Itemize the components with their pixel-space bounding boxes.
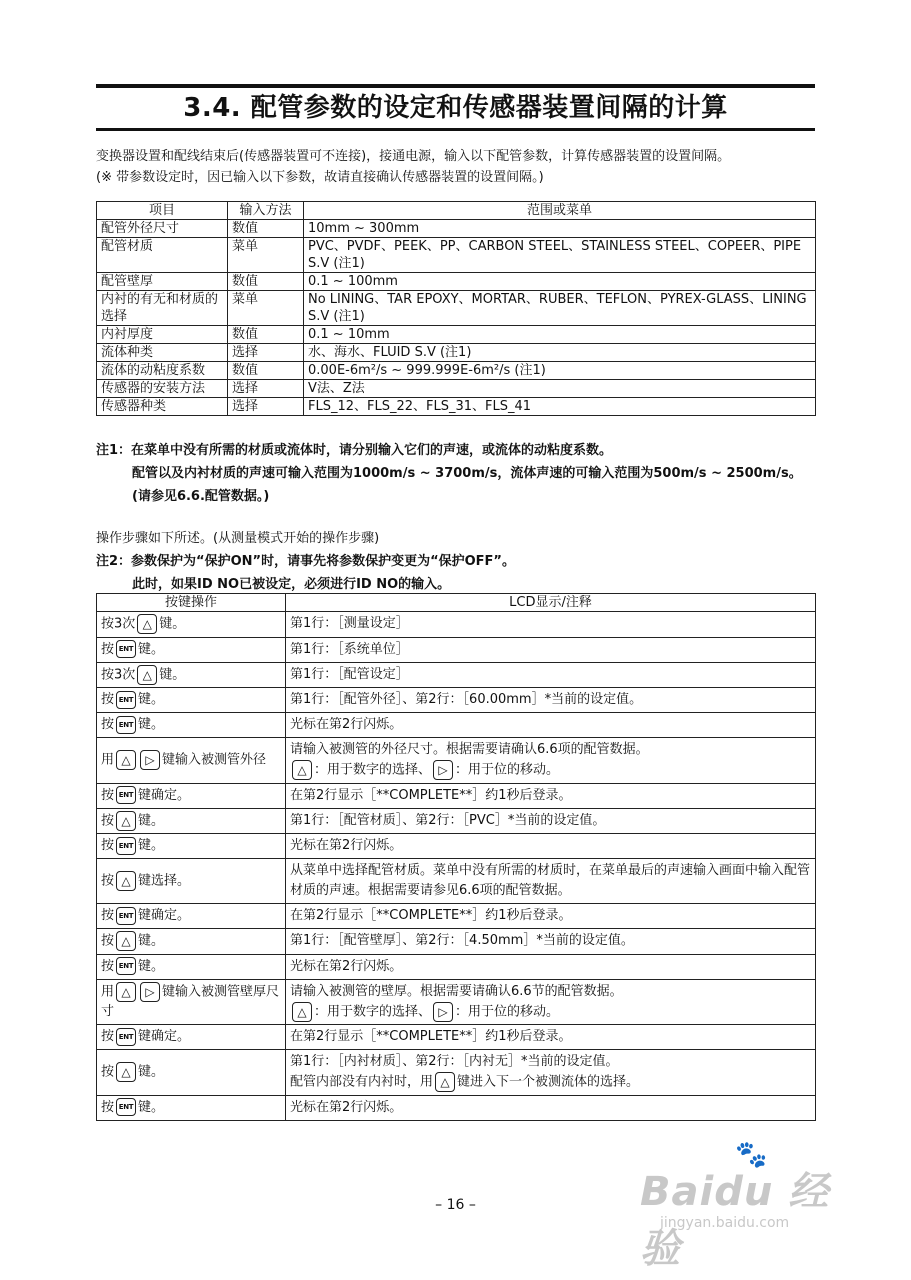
key-operation — [97, 834, 286, 859]
desc-text: 键进入下一个被测流体的选择。 — [457, 1074, 640, 1090]
table-row — [97, 398, 816, 416]
op-text: 按 — [101, 1064, 115, 1080]
ent-key-icon: ENT — [116, 716, 136, 734]
param-item: 配管外径尺寸 — [97, 220, 228, 238]
param-method: 数值 — [228, 362, 304, 380]
param-item: 配管壁厚 — [97, 273, 228, 291]
param-range: PVC、PVDF、PEEK、PP、CARBON STEEL、STAINLESS STEEL、COPEER、PIPE S.V (注1) — [304, 238, 816, 273]
key-operation — [97, 979, 286, 1025]
lcd-description — [286, 979, 816, 1025]
op-text: 用 — [101, 752, 115, 768]
param-method: 菜单 — [228, 238, 304, 273]
param-item: 配管材质 — [97, 238, 228, 273]
lcd-description: 第1行：［系统单位］ — [286, 637, 816, 662]
right-key-icon: ▷ — [140, 750, 160, 770]
op-text: 按 — [101, 1029, 115, 1044]
ent-key-icon: ENT — [116, 640, 136, 658]
table-row — [97, 662, 816, 688]
op-text: 按 — [101, 908, 115, 923]
param-range: 0.00E-6m²/s ~ 999.999E-6m²/s (注1) — [304, 362, 816, 380]
param-item: 内衬的有无和材质的选择 — [97, 291, 228, 326]
desc-text: 配管内部没有内衬时，用 — [290, 1074, 434, 1090]
table-row — [97, 291, 816, 326]
operation-table — [96, 593, 816, 1121]
table-row — [97, 904, 816, 929]
table-row — [97, 808, 816, 834]
lcd-description: 光标在第2行闪烁。 — [286, 713, 816, 738]
table-row — [97, 380, 816, 398]
ent-key-icon: ENT — [116, 691, 136, 709]
table-row — [97, 859, 816, 904]
key-operation — [97, 662, 286, 688]
table-row — [97, 783, 816, 808]
header-lcd-display: LCD显示/注释 — [286, 594, 816, 612]
op-text: 用 — [101, 984, 115, 999]
param-item: 传感器种类 — [97, 398, 228, 416]
section-header — [96, 84, 815, 131]
key-operation — [97, 612, 286, 638]
table-row — [97, 688, 816, 713]
desc-line: 第1行：［内衬材质］、第2行：［内衬无］*当前的设定值。 — [290, 1054, 619, 1069]
table-row — [97, 929, 816, 955]
note-line: 注1：在菜单中没有所需的材质或流体时，请分别输入它们的声速，或流体的动粘度系数。 — [96, 443, 613, 458]
note-2 — [96, 550, 826, 596]
table-row — [97, 273, 816, 291]
param-method: 数值 — [228, 326, 304, 344]
up-key-icon: △ — [137, 665, 157, 685]
up-key-icon: △ — [116, 931, 136, 951]
table-row — [97, 238, 816, 273]
op-text: 键。 — [138, 813, 165, 828]
table-row — [97, 979, 816, 1025]
table-row — [97, 637, 816, 662]
lcd-description: 从菜单中选择配管材质。菜单中没有所需的材质时，在菜单最后的声速输入画面中输入配管材质的声速。根据需要请参见6.6项的配管数据。 — [286, 859, 816, 904]
param-method: 选择 — [228, 344, 304, 362]
lcd-description: 光标在第2行闪烁。 — [286, 834, 816, 859]
intro-paragraph — [96, 146, 816, 188]
section-title: 3.4. 配管参数的设定和传感器装置间隔的计算 — [183, 93, 728, 123]
key-operation — [97, 783, 286, 808]
op-text: 按 — [101, 838, 115, 853]
param-range: V法、Z法 — [304, 380, 816, 398]
param-item: 流体的动粘度系数 — [97, 362, 228, 380]
op-text: 键选择。 — [138, 873, 191, 889]
steps-intro: 操作步骤如下所述。(从测量模式开始的操作步骤) — [96, 531, 380, 546]
table-row — [97, 344, 816, 362]
ent-key-icon: ENT — [116, 786, 136, 804]
table-row — [97, 326, 816, 344]
op-text: 键。 — [138, 641, 165, 657]
up-key-icon: △ — [435, 1072, 455, 1092]
param-method: 菜单 — [228, 291, 304, 326]
ent-key-icon: ENT — [116, 1098, 136, 1116]
watermark-logo: Baidu 经验 — [640, 1169, 830, 1272]
lcd-description: 光标在第2行闪烁。 — [286, 1095, 816, 1120]
op-text: 按 — [101, 641, 115, 657]
up-key-icon: △ — [292, 1002, 312, 1022]
param-item: 流体种类 — [97, 344, 228, 362]
lcd-description — [286, 738, 816, 784]
note-line: 此时，如果ID NO已被设定，必须进行ID NO的输入。 — [132, 577, 451, 592]
header-item: 项目 — [97, 202, 228, 220]
up-key-icon: △ — [292, 760, 312, 780]
op-text: 键确定。 — [138, 787, 191, 803]
ent-key-icon: ENT — [116, 907, 136, 925]
key-operation — [97, 1095, 286, 1120]
lcd-description: 第1行：［配管壁厚］、第2行：［4.50mm］*当前的设定值。 — [286, 929, 816, 955]
op-text: 键。 — [138, 838, 165, 853]
up-key-icon: △ — [116, 750, 136, 770]
table-row — [97, 362, 816, 380]
key-operation — [97, 738, 286, 784]
op-text: 按 — [101, 717, 115, 732]
lcd-description: 第1行：［配管外径］、第2行：［60.00mm］*当前的设定值。 — [286, 688, 816, 713]
op-text: 按3次 — [101, 616, 136, 632]
param-range: FLS_12、FLS_22、FLS_31、FLS_41 — [304, 398, 816, 416]
param-method: 选择 — [228, 380, 304, 398]
table-row — [97, 713, 816, 738]
up-key-icon: △ — [116, 982, 136, 1002]
key-operation — [97, 954, 286, 979]
desc-line — [290, 1002, 811, 1023]
key-operation — [97, 713, 286, 738]
lcd-description: 在第2行显示［**COMPLETE**］约1秒后登录。 — [286, 904, 816, 929]
parameter-table — [96, 201, 816, 416]
watermark — [640, 1140, 840, 1272]
header-input-method: 输入方法 — [228, 202, 304, 220]
lcd-description: 第1行：［测量设定］ — [286, 612, 816, 638]
param-method: 选择 — [228, 398, 304, 416]
param-range: 0.1 ~ 100mm — [304, 273, 816, 291]
table-row — [97, 954, 816, 979]
key-operation — [97, 904, 286, 929]
desc-line — [290, 1072, 811, 1093]
paw-icon: 🐾 — [735, 1140, 768, 1170]
table-row — [97, 738, 816, 784]
op-text: 键输入被测管外径 — [162, 752, 267, 768]
header-range: 范围或菜单 — [304, 202, 816, 220]
intro-line: 变换器设置和配线结束后(传感器装置可不连接)，接通电源，输入以下配管参数，计算传感器装置的设置间隔。 — [96, 149, 731, 164]
param-method: 数值 — [228, 220, 304, 238]
lcd-description: 在第2行显示［**COMPLETE**］约1秒后登录。 — [286, 783, 816, 808]
ent-key-icon: ENT — [116, 1028, 136, 1046]
desc-text: ：用于位的移动。 — [455, 1004, 560, 1019]
op-text: 键。 — [138, 1099, 165, 1115]
op-text: 键。 — [138, 692, 165, 707]
lcd-description — [286, 1050, 816, 1096]
op-text: 键。 — [159, 616, 186, 632]
right-key-icon: ▷ — [140, 982, 160, 1002]
table-row — [97, 834, 816, 859]
parameter-table-header — [97, 202, 816, 220]
param-range: 水、海水、FLUID S.V (注1) — [304, 344, 816, 362]
note-line: (请参见6.6.配管数据。) — [132, 489, 270, 504]
param-method: 数值 — [228, 273, 304, 291]
table-row — [97, 1050, 816, 1096]
table-row — [97, 220, 816, 238]
param-range: 0.1 ~ 10mm — [304, 326, 816, 344]
table-row — [97, 612, 816, 638]
key-operation — [97, 1050, 286, 1096]
op-text: 键确定。 — [138, 908, 191, 923]
up-key-icon: △ — [116, 1062, 136, 1082]
op-text: 键确定。 — [138, 1029, 191, 1044]
op-text: 按 — [101, 873, 115, 889]
right-key-icon: ▷ — [433, 1002, 453, 1022]
op-text: 按 — [101, 958, 115, 974]
param-range: 10mm ~ 300mm — [304, 220, 816, 238]
param-range: No LINING、TAR EPOXY、MORTAR、RUBER、TEFLON、PYREX-GLASS、LINING S.V (注1) — [304, 291, 816, 326]
table-row — [97, 1025, 816, 1050]
desc-text: ：用于数字的选择、 — [314, 762, 432, 778]
key-operation — [97, 859, 286, 904]
op-text: 键。 — [138, 717, 165, 732]
op-text: 按 — [101, 813, 115, 828]
right-key-icon: ▷ — [433, 760, 453, 780]
desc-line: 请输入被测管的外径尺寸。根据需要请确认6.6项的配管数据。 — [290, 742, 649, 757]
up-key-icon: △ — [116, 811, 136, 831]
lcd-description: 光标在第2行闪烁。 — [286, 954, 816, 979]
lcd-description: 在第2行显示［**COMPLETE**］约1秒后登录。 — [286, 1025, 816, 1050]
page-number: – 16 – — [435, 1197, 476, 1213]
desc-line — [290, 760, 811, 781]
op-text: 键输入被测管壁厚尺寸 — [101, 984, 280, 1019]
up-key-icon: △ — [116, 871, 136, 891]
key-operation — [97, 808, 286, 834]
op-text: 按3次 — [101, 667, 136, 682]
op-text: 按 — [101, 787, 115, 803]
desc-text: ：用于位的移动。 — [455, 762, 560, 778]
key-operation — [97, 688, 286, 713]
desc-line: 请输入被测管的壁厚。根据需要请确认6.6节的配管数据。 — [290, 983, 623, 999]
desc-text: ：用于数字的选择、 — [314, 1004, 432, 1019]
operation-table-header — [97, 594, 816, 612]
op-text: 按 — [101, 933, 115, 949]
table-row — [97, 1095, 816, 1120]
lcd-description: 第1行：［配管材质］、第2行：［PVC］*当前的设定值。 — [286, 808, 816, 834]
ent-key-icon: ENT — [116, 837, 136, 855]
note-1 — [96, 439, 826, 508]
watermark-url: jingyan.baidu.com — [660, 1215, 790, 1231]
intro-line: (※ 带参数设定时，因已输入以下参数，故请直接确认传感器装置的设置间隔。) — [96, 170, 544, 185]
note-line: 注2：参数保护为“保护ON”时，请事先将参数保护变更为“保护OFF”。 — [96, 554, 515, 569]
param-item: 内衬厚度 — [97, 326, 228, 344]
lcd-description: 第1行：［配管设定］ — [286, 662, 816, 688]
op-text: 键。 — [138, 933, 165, 949]
header-key-operation: 按键操作 — [97, 594, 286, 612]
key-operation — [97, 1025, 286, 1050]
op-text: 按 — [101, 1099, 115, 1115]
key-operation — [97, 637, 286, 662]
op-text: 按 — [101, 692, 115, 707]
op-text: 键。 — [159, 667, 186, 682]
up-key-icon: △ — [137, 614, 157, 634]
op-text: 键。 — [138, 1064, 165, 1080]
title-rule-bottom — [96, 128, 815, 131]
op-text: 键。 — [138, 958, 165, 974]
key-operation — [97, 929, 286, 955]
note-line: 配管以及内衬材质的声速可输入范围为1000m/s ~ 3700m/s，流体声速的可输入范围为500m/s ~ 2500m/s。 — [132, 466, 802, 481]
param-item: 传感器的安装方法 — [97, 380, 228, 398]
ent-key-icon: ENT — [116, 957, 136, 975]
